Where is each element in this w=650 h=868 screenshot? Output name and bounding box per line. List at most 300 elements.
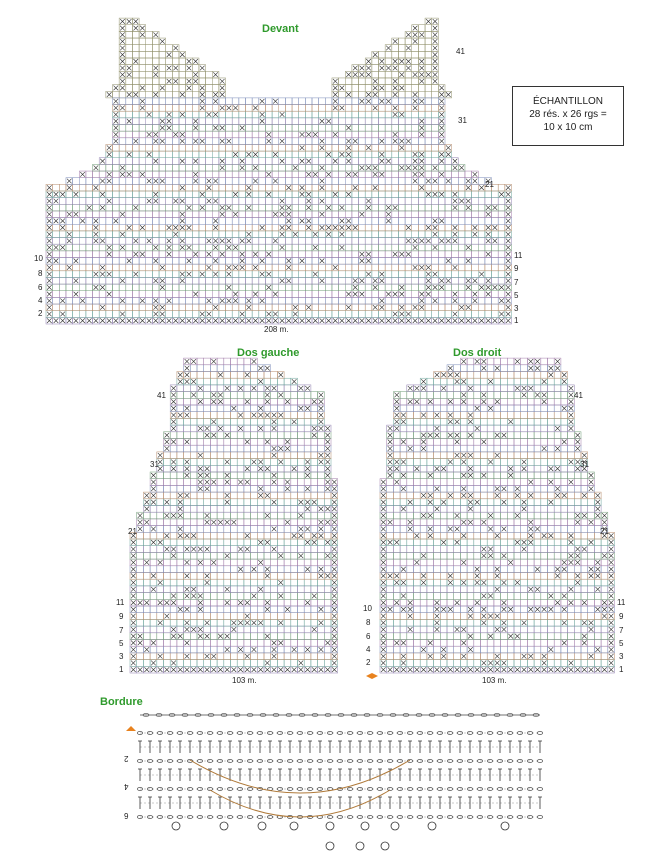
- back-left-row-label: 6: [366, 632, 370, 641]
- front-strap-cell: [425, 51, 432, 58]
- back-left-row-label: 31: [150, 460, 159, 469]
- front-strap-cross: [406, 32, 411, 37]
- front-strap-cross: [373, 86, 378, 91]
- treble-stitch: [538, 797, 542, 809]
- front-strap-cell: [398, 38, 405, 45]
- front-strap-cross: [406, 59, 411, 64]
- front-strap-cell: [392, 45, 399, 52]
- front-strap-cell: [146, 31, 153, 38]
- front-strap-cell: [152, 51, 159, 58]
- front-strap-cell: [398, 78, 405, 85]
- front-strap-cell: [392, 51, 399, 58]
- front-strap-cross: [187, 79, 192, 84]
- front-strap-cell: [126, 25, 133, 32]
- front-strap-cross: [120, 72, 125, 77]
- front-strap-cross: [333, 79, 338, 84]
- front-strap-cell: [126, 78, 133, 85]
- back-left-row-label: 7: [119, 626, 123, 635]
- back-right-row-label: 41: [574, 391, 583, 400]
- front-strap-cross: [120, 19, 125, 24]
- front-strap-cell: [405, 91, 412, 98]
- front-strap-cell: [425, 31, 432, 38]
- front-strap-cross: [413, 92, 418, 97]
- front-strap-cell: [405, 71, 412, 78]
- front-right-row-label: 41: [456, 47, 465, 56]
- gauge-sample-box: [512, 86, 624, 146]
- front-strap-cross: [433, 59, 438, 64]
- front-strap-cell: [172, 85, 179, 92]
- front-strap-cell: [412, 78, 419, 85]
- treble-stitch: [538, 769, 542, 781]
- front-strap-cross: [399, 72, 404, 77]
- front-strap-cross: [180, 92, 185, 97]
- front-strap-cross: [127, 19, 132, 24]
- front-strap-cell: [166, 85, 173, 92]
- front-strap-cell: [345, 78, 352, 85]
- front-strap-cell: [365, 78, 372, 85]
- front-strap-cell: [405, 38, 412, 45]
- front-strap-cross: [187, 66, 192, 71]
- front-strap-cell: [385, 71, 392, 78]
- front-strap-cell: [146, 65, 153, 72]
- front-strap-cell: [352, 85, 359, 92]
- front-strap-cross: [107, 92, 112, 97]
- front-right-row-label: 31: [458, 116, 467, 125]
- front-strap-cross: [433, 72, 438, 77]
- border-row-label: 4: [124, 782, 128, 791]
- front-strap-cross: [120, 52, 125, 57]
- picot-stitch: [326, 822, 334, 830]
- front-strap-cell: [146, 85, 153, 92]
- front-strap-cross: [366, 59, 371, 64]
- front-strap-cell: [172, 71, 179, 78]
- front-strap-cell: [425, 65, 432, 72]
- front-strap-cross: [160, 39, 165, 44]
- front-strap-cross: [153, 32, 158, 37]
- front-strap-cell: [412, 85, 419, 92]
- front-strap-cell: [206, 71, 213, 78]
- front-strap-cell: [146, 51, 153, 58]
- front-strap-cell: [359, 91, 366, 98]
- front-strap-cell: [206, 78, 213, 85]
- front-strap-cell: [159, 45, 166, 52]
- front-strap-cell: [398, 91, 405, 98]
- front-strap-cross: [353, 72, 358, 77]
- front-strap-cell: [359, 85, 366, 92]
- back-left-row-label: 9: [119, 612, 123, 621]
- front-strap-cell: [352, 78, 359, 85]
- back-left-row-label: 10: [363, 604, 372, 613]
- front-strap-cell: [425, 45, 432, 52]
- front-left-row-label: 8: [38, 269, 42, 278]
- front-strap-cross: [413, 26, 418, 31]
- front-stitch-count: 208 m.: [264, 325, 288, 334]
- front-strap-cross: [133, 59, 138, 64]
- picot-stitch: [501, 822, 509, 830]
- front-strap-cross: [346, 92, 351, 97]
- front-strap-cross: [127, 92, 132, 97]
- border-row-label: 6: [124, 811, 128, 820]
- front-strap-cross: [153, 72, 158, 77]
- front-strap-cell: [418, 38, 425, 45]
- front-strap-cross: [173, 79, 178, 84]
- front-left-row-label: 2: [38, 309, 42, 318]
- front-strap-cross: [220, 79, 225, 84]
- front-strap-cross: [153, 66, 158, 71]
- front-strap-cross: [419, 32, 424, 37]
- front-strap-cross: [393, 86, 398, 91]
- front-strap-cross: [413, 32, 418, 37]
- front-strap-cross: [433, 46, 438, 51]
- front-strap-cross: [346, 72, 351, 77]
- front-strap-cell: [418, 45, 425, 52]
- front-strap-cell: [425, 25, 432, 32]
- back-right-row-label: 5: [619, 639, 623, 648]
- back-right-row-label: 21: [600, 527, 609, 536]
- front-strap-cell: [159, 78, 166, 85]
- front-strap-cell: [425, 78, 432, 85]
- front-strap-cross: [433, 19, 438, 24]
- front-left-row-label: 10: [34, 254, 43, 263]
- front-strap-cross: [213, 72, 218, 77]
- front-strap-cross: [193, 79, 198, 84]
- back-right-row-label: 11: [617, 598, 625, 607]
- front-strap-cross: [360, 72, 365, 77]
- front-strap-cross: [120, 59, 125, 64]
- front-strap-cross: [433, 52, 438, 57]
- front-strap-cross: [127, 66, 132, 71]
- front-strap-cell: [385, 78, 392, 85]
- back-right-grid: [380, 358, 615, 673]
- front-strap-cross: [433, 66, 438, 71]
- front-strap-cell: [139, 65, 146, 72]
- front-strap-cell: [166, 45, 173, 52]
- front-strap-cell: [418, 51, 425, 58]
- front-strap-cell: [379, 71, 386, 78]
- picot-stitch: [290, 822, 298, 830]
- front-strap-cell: [392, 71, 399, 78]
- front-strap-cell: [385, 91, 392, 98]
- front-strap-cell: [418, 85, 425, 92]
- front-strap-cross: [380, 66, 385, 71]
- front-strap-cell: [212, 78, 219, 85]
- front-strap-cell: [398, 65, 405, 72]
- front-strap-cross: [140, 86, 145, 91]
- front-strap-cell: [132, 71, 139, 78]
- gauge-title: ÉCHANTILLON: [513, 95, 623, 108]
- center-arrow-left: [366, 673, 372, 679]
- border-row-label: 2: [124, 754, 128, 763]
- front-strap-cross: [120, 79, 125, 84]
- back-left-row-label: 8: [366, 618, 370, 627]
- front-strap-cell: [412, 65, 419, 72]
- front-strap-cell: [179, 85, 186, 92]
- front-strap-cell: [166, 91, 173, 98]
- gauge-size: 10 x 10 cm: [513, 121, 623, 134]
- front-strap-cross: [373, 92, 378, 97]
- front-strap-cell: [418, 25, 425, 32]
- treble-stitch: [538, 741, 542, 753]
- front-strap-cross: [153, 92, 158, 97]
- front-strap-cross: [333, 92, 338, 97]
- front-strap-cell: [192, 65, 199, 72]
- front-strap-cross: [386, 66, 391, 71]
- front-right-row-label: 9: [514, 264, 518, 273]
- front-strap-cell: [172, 58, 179, 65]
- front-strap-cross: [433, 79, 438, 84]
- front-strap-cross: [213, 92, 218, 97]
- front-strap-cell: [179, 71, 186, 78]
- back-right-row-label: 1: [619, 665, 623, 674]
- front-strap-cross: [127, 72, 132, 77]
- front-strap-cross: [393, 66, 398, 71]
- front-strap-cell: [372, 58, 379, 65]
- front-strap-cell: [186, 91, 193, 98]
- back-left-row-label: 21: [128, 527, 137, 536]
- front-strap-cell: [206, 91, 213, 98]
- front-strap-cross: [380, 86, 385, 91]
- front-strap-cell: [159, 51, 166, 58]
- front-right-row-label: 1: [514, 316, 518, 325]
- front-strap-cross: [393, 59, 398, 64]
- front-strap-cross: [419, 72, 424, 77]
- front-strap-cross: [406, 66, 411, 71]
- front-strap-cross: [419, 79, 424, 84]
- back-left-row-label: 41: [157, 391, 166, 400]
- picot-stitch: [361, 822, 369, 830]
- front-strap-cell: [385, 58, 392, 65]
- front-strap-cell: [345, 85, 352, 92]
- front-right-row-label: 7: [514, 278, 518, 287]
- front-strap-cross: [173, 46, 178, 51]
- border-title: Bordure: [100, 696, 143, 708]
- front-strap-cross: [167, 66, 172, 71]
- picot-stitch: [381, 842, 389, 850]
- front-right-row-label: 11: [514, 251, 522, 260]
- front-strap-cell: [152, 38, 159, 45]
- front-strap-cell: [192, 91, 199, 98]
- front-strap-cross: [120, 86, 125, 91]
- front-strap-cell: [126, 85, 133, 92]
- picot-stitch: [258, 822, 266, 830]
- front-strap-cross: [419, 66, 424, 71]
- front-left-row-label: 6: [38, 283, 42, 292]
- front-strap-cell: [179, 65, 186, 72]
- front-strap-cross: [426, 72, 431, 77]
- front-strap-cross: [180, 52, 185, 57]
- front-strap-cell: [186, 71, 193, 78]
- front-strap-cross: [433, 39, 438, 44]
- front-strap-cell: [405, 78, 412, 85]
- front-strap-cell: [179, 58, 186, 65]
- front-strap-cell: [152, 78, 159, 85]
- front-strap-cell: [132, 65, 139, 72]
- front-strap-cross: [120, 26, 125, 31]
- front-strap-cell: [199, 78, 206, 85]
- front-strap-cross: [160, 86, 165, 91]
- front-strap-cell: [159, 65, 166, 72]
- front-strap-cell: [132, 78, 139, 85]
- front-strap-cell: [385, 51, 392, 58]
- front-strap-cell: [359, 78, 366, 85]
- front-strap-cross: [426, 19, 431, 24]
- front-strap-cell: [398, 51, 405, 58]
- front-strap-cell: [172, 91, 179, 98]
- front-strap-cell: [113, 91, 120, 98]
- front-strap-cross: [433, 26, 438, 31]
- front-strap-cross: [133, 92, 138, 97]
- front-strap-cross: [393, 39, 398, 44]
- front-strap-cross: [439, 92, 444, 97]
- front-strap-cell: [412, 58, 419, 65]
- front-strap-cell: [398, 45, 405, 52]
- front-strap-cell: [352, 91, 359, 98]
- front-strap-cell: [126, 45, 133, 52]
- front-strap-cell: [372, 71, 379, 78]
- front-strap-cell: [139, 51, 146, 58]
- gauge-stitches-rows: 28 rés. x 26 rgs =: [513, 108, 623, 121]
- front-strap-cell: [425, 38, 432, 45]
- front-strap-cell: [432, 91, 439, 98]
- front-left-row-label: 4: [38, 296, 42, 305]
- back-right-title: Dos droit: [453, 347, 501, 359]
- back-left-row-label: 4: [366, 645, 370, 654]
- front-strap-cross: [200, 92, 205, 97]
- front-strap-cross: [413, 72, 418, 77]
- front-strap-cell: [379, 78, 386, 85]
- front-strap-cell: [379, 91, 386, 98]
- front-strap-cell: [405, 85, 412, 92]
- back-left-row-label: 5: [119, 639, 123, 648]
- front-strap-cross: [200, 66, 205, 71]
- front-strap-cross: [366, 66, 371, 71]
- front-strap-cross: [193, 72, 198, 77]
- front-strap-cell: [139, 78, 146, 85]
- front-strap-cross: [419, 59, 424, 64]
- front-grid: [46, 98, 512, 324]
- front-strap-cross: [439, 86, 444, 91]
- front-strap-cell: [132, 45, 139, 52]
- front-strap-cell: [132, 85, 139, 92]
- front-strap-cross: [433, 32, 438, 37]
- front-strap-cell: [152, 58, 159, 65]
- front-strap-cell: [418, 91, 425, 98]
- picot-stitch: [172, 822, 180, 830]
- front-strap-cell: [146, 78, 153, 85]
- front-strap-cell: [339, 78, 346, 85]
- front-strap-cell: [139, 71, 146, 78]
- front-strap-cell: [146, 91, 153, 98]
- front-strap-cross: [393, 92, 398, 97]
- front-strap-cross: [140, 26, 145, 31]
- front-strap-cell: [425, 85, 432, 92]
- front-strap-cell: [412, 45, 419, 52]
- front-strap-cell: [152, 45, 159, 52]
- front-strap-cross: [380, 59, 385, 64]
- front-strap-cell: [146, 38, 153, 45]
- front-strap-cell: [339, 91, 346, 98]
- back-right-row-label: 9: [619, 612, 623, 621]
- front-strap-cross: [173, 66, 178, 71]
- picot-stitch: [220, 822, 228, 830]
- front-strap-cell: [159, 91, 166, 98]
- back-left-stitch-count: 103 m.: [232, 676, 256, 685]
- front-strap-cell: [139, 91, 146, 98]
- front-strap-cell: [126, 58, 133, 65]
- start-arrow: [126, 726, 136, 731]
- front-strap-cross: [133, 19, 138, 24]
- front-strap-cross: [373, 52, 378, 57]
- front-strap-cell: [425, 91, 432, 98]
- back-left-grid: [130, 358, 338, 673]
- front-strap-cross: [366, 72, 371, 77]
- front-strap-cross: [393, 79, 398, 84]
- front-strap-cross: [187, 59, 192, 64]
- center-arrow-right: [372, 673, 378, 679]
- front-strap-cross: [366, 92, 371, 97]
- front-strap-cross: [114, 86, 119, 91]
- back-left-title: Dos gauche: [237, 347, 299, 359]
- front-strap-cell: [365, 85, 372, 92]
- back-left-row-label: 3: [119, 652, 123, 661]
- front-strap-cross: [399, 59, 404, 64]
- front-strap-cross: [446, 92, 451, 97]
- front-strap-cell: [385, 85, 392, 92]
- front-strap-cell: [166, 71, 173, 78]
- front-strap-cell: [159, 58, 166, 65]
- back-right-stitch-count: 103 m.: [482, 676, 506, 685]
- front-strap-cell: [139, 58, 146, 65]
- front-strap-cell: [405, 51, 412, 58]
- front-strap-cross: [373, 79, 378, 84]
- front-strap-cell: [126, 31, 133, 38]
- back-left-row-label: 1: [119, 665, 123, 674]
- back-left-row-label: 2: [366, 658, 370, 667]
- front-strap-cross: [340, 86, 345, 91]
- back-right-row-label: 3: [619, 652, 623, 661]
- front-strap-cell: [132, 51, 139, 58]
- front-strap-cross: [120, 39, 125, 44]
- front-strap-cell: [152, 85, 159, 92]
- front-strap-cross: [333, 86, 338, 91]
- front-strap-cross: [167, 79, 172, 84]
- front-strap-cross: [406, 46, 411, 51]
- picot-stitch: [326, 842, 334, 850]
- front-strap-cell: [139, 45, 146, 52]
- front-strap-cross: [399, 86, 404, 91]
- front-strap-cross: [133, 26, 138, 31]
- front-strap-cross: [220, 86, 225, 91]
- front-strap-cell: [146, 58, 153, 65]
- front-right-row-label: 21: [485, 180, 494, 189]
- picot-stitch: [391, 822, 399, 830]
- picot-stitch: [428, 822, 436, 830]
- front-strap-cross: [220, 92, 225, 97]
- front-strap-cell: [432, 85, 439, 92]
- picot-stitch: [356, 842, 364, 850]
- front-strap-cross: [200, 86, 205, 91]
- front-strap-cell: [425, 58, 432, 65]
- front-strap-cell: [119, 91, 126, 98]
- front-strap-cell: [379, 51, 386, 58]
- front-right-row-label: 5: [514, 291, 518, 300]
- front-strap-cross: [193, 59, 198, 64]
- back-left-row-label: 11: [116, 598, 124, 607]
- front-strap-cross: [360, 66, 365, 71]
- front-strap-cell: [412, 51, 419, 58]
- front-strap-cell: [166, 58, 173, 65]
- front-strap-cross: [120, 66, 125, 71]
